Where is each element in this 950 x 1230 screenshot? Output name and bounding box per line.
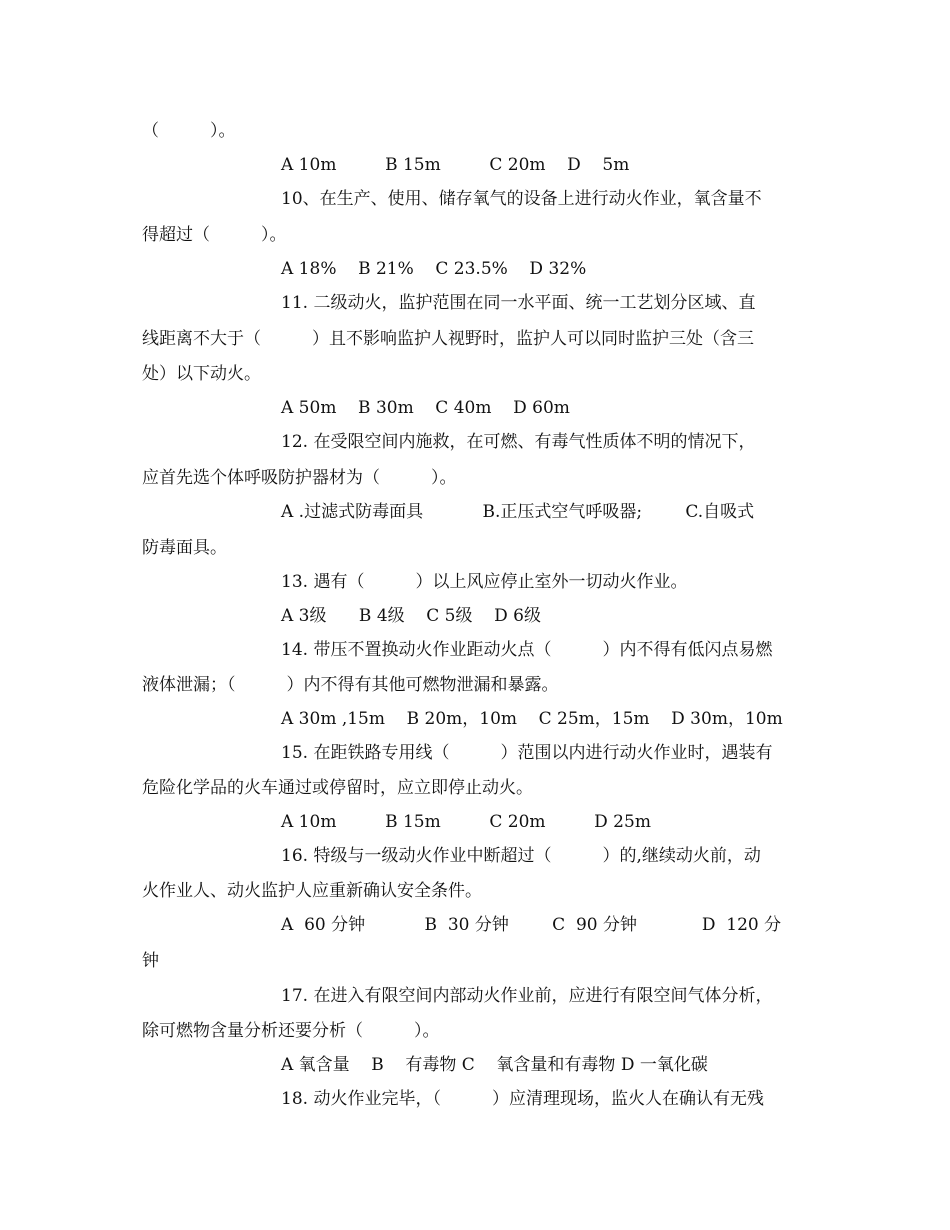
text-line: 危险化学品的火车通过或停留时，应立即停止动火。 <box>142 778 533 798</box>
question-16: 16. 特级与一级动火作业中断超过（ ）的,继续动火前，动 <box>281 846 761 866</box>
question-12: 12. 在受限空间内施救，在可燃、有毒气性质体不明的情况下， <box>281 432 756 452</box>
question-10: 10、在生产、使用、储存氧气的设备上进行动火作业，氧含量不 <box>281 189 762 209</box>
answer-options: A .过滤式防毒面具 B.正压式空气呼吸器; C.自吸式 <box>281 502 755 522</box>
answer-options: A 60 分钟 B 30 分钟 C 90 分钟 D 120 分 <box>281 915 782 935</box>
question-14: 14. 带压不置换动火作业距动火点（ ）内不得有低闪点易燃 <box>281 640 773 660</box>
text-line: 液体泄漏；（ ）内不得有其他可燃物泄漏和暴露。 <box>142 675 559 695</box>
answer-options: A 氧含量 B 有毒物 C 氧含量和有毒物 D 一氧化碳 <box>281 1055 708 1075</box>
answer-options: A 18% B 21% C 23.5% D 32% <box>281 259 587 279</box>
answer-options: A 10m B 15m C 20m D 25m <box>281 812 651 832</box>
text-line: （ ）。 <box>142 121 236 141</box>
text-line: 火作业人、动火监护人应重新确认安全条件。 <box>142 881 482 901</box>
text-line: 应首先选个体呼吸防护器材为（ ）。 <box>142 468 457 488</box>
answer-options: A 10m B 15m C 20m D 5m <box>281 155 630 175</box>
answer-options: A 50m B 30m C 40m D 60m <box>281 398 570 418</box>
question-15: 15. 在距铁路专用线（ ）范围以内进行动火作业时，遇装有 <box>281 743 773 763</box>
text-line: 除可燃物含量分析还要分析（ ）。 <box>142 1021 440 1041</box>
question-11: 11. 二级动火，监护范围在同一水平面、统一工艺划分区域、直 <box>281 293 756 313</box>
answer-options: A 30m ,15m B 20m，10m C 25m，15m D 30m，10m <box>281 709 783 729</box>
text-line: 得超过（ ）。 <box>142 225 287 245</box>
text-line: 钟 <box>142 951 159 971</box>
text-line: 线距离不大于（ ）且不影响监护人视野时，监护人可以同时监护三处（含三 <box>142 329 754 349</box>
answer-options: A 3级 B 4级 C 5级 D 6级 <box>281 606 541 626</box>
question-18: 18. 动火作业完毕，（ ）应清理现场，监火人在确认有无残 <box>281 1089 764 1109</box>
question-17: 17. 在进入有限空间内部动火作业前，应进行有限空间气体分析， <box>281 986 773 1006</box>
question-13: 13. 遇有（ ）以上风应停止室外一切动火作业。 <box>281 572 688 592</box>
text-line: 处）以下动火。 <box>142 364 261 384</box>
text-line: 防毒面具。 <box>142 538 227 558</box>
